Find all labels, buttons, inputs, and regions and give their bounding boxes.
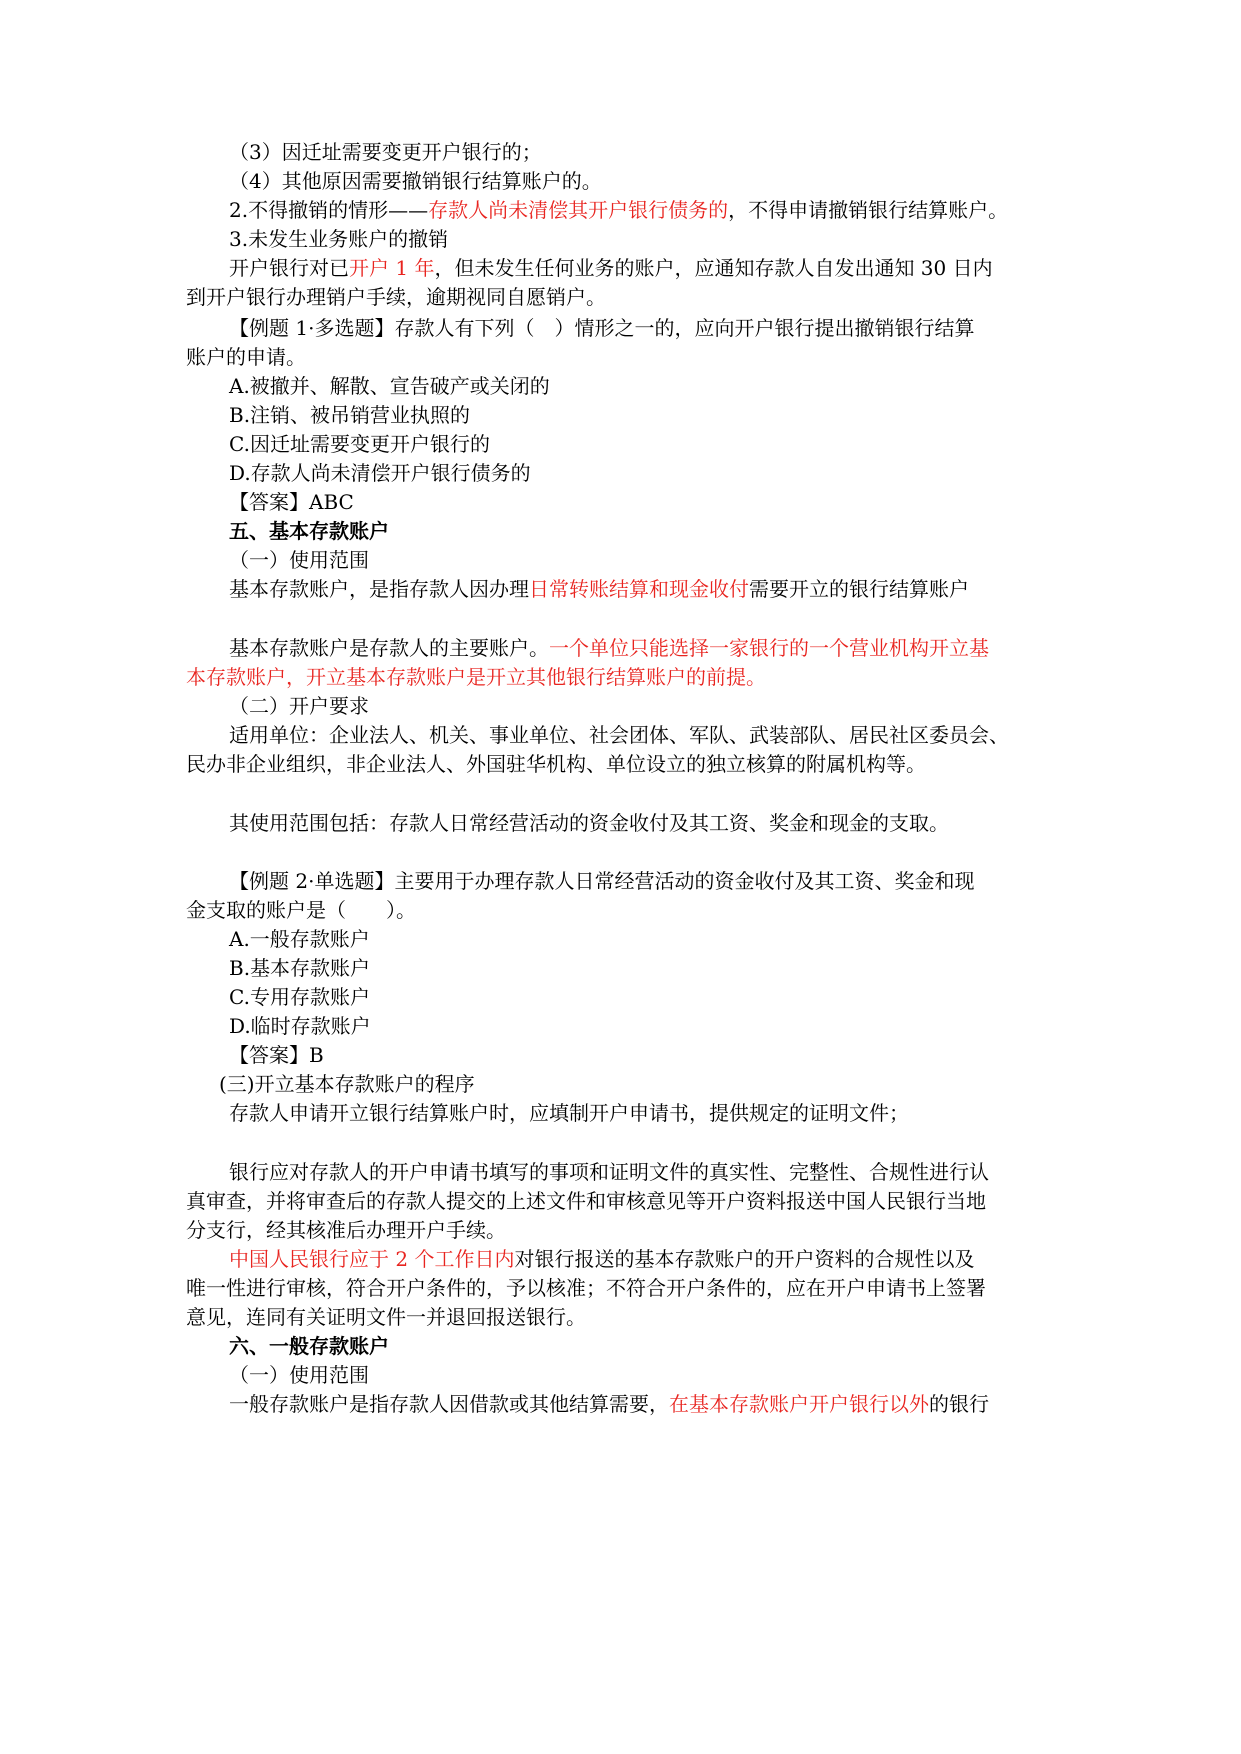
paragraph-application [229, 1098, 909, 1128]
line-text: C.专用存款账户 [229, 985, 370, 1009]
highlight-text: 一个单位只能选择一家银行的一个营业机构开立基 [549, 636, 989, 660]
line-text: D.存款人尚未清偿开户银行债务的 [229, 461, 531, 485]
subheading-opening-procedure [219, 1069, 475, 1099]
subheading-opening-requirements [229, 691, 369, 721]
example-1-answer [229, 487, 354, 517]
line-text: B.基本存款账户 [229, 956, 371, 980]
line-text: (三)开立基本存款账户的程序 [219, 1072, 475, 1096]
paragraph-eligible-units-cont [186, 749, 926, 779]
line-text: 一般存款账户是指存款人因借款或其他结算需要， [229, 1392, 669, 1416]
line-text: ，但未发生任何业务的账户，应通知存款人自发出通知 30 日内 [434, 256, 993, 280]
paragraph-bank-review-cont-2 [186, 1215, 506, 1245]
subheading-dormant-account [229, 224, 448, 254]
line-text: C.因迁址需要变更开户银行的 [229, 432, 490, 456]
highlight-text: 在基本存款账户开户银行以外 [669, 1392, 929, 1416]
line-text: 的银行 [929, 1392, 989, 1416]
line-text: 民办非企业组织，非企业法人、外国驻华机构、单位设立的独立核算的附属机构等。 [186, 752, 926, 776]
example-2-option-c [229, 982, 370, 1012]
line-text: 其使用范围包括：存款人日常经营活动的资金收付及其工资、奖金和现金的支取。 [229, 811, 949, 835]
list-item-relocation [229, 137, 542, 167]
line-text: 存款人申请开立银行结算账户时，应填制开户申请书，提供规定的证明文件； [229, 1101, 909, 1125]
paragraph-basic-main [229, 633, 989, 663]
example-1-question-cont [186, 342, 306, 372]
example-2-question-cont [186, 895, 416, 925]
example-2-option-d [229, 1011, 371, 1041]
paragraph-dormant-rule [229, 253, 993, 283]
paragraph-usage-scope [229, 808, 949, 838]
line-text: 唯一性进行审核，符合开户条件的，予以核准；不符合开户条件的，应在开户申请书上签署 [186, 1276, 986, 1300]
line-text: （4）其他原因需要撤销银行结算账户的。 [229, 169, 602, 193]
line-text: D.临时存款账户 [229, 1014, 371, 1038]
line-text: 3.未发生业务账户的撤销 [229, 227, 449, 251]
line-text: 银行应对存款人的开户申请书填写的事项和证明文件的真实性、完整性、合规性进行认 [229, 1160, 989, 1184]
line-text: 2.不得撤销的情形—— [229, 198, 429, 222]
line-text: 分支行，经其核准后办理开户手续。 [186, 1218, 506, 1242]
line-text: （一）使用范围 [229, 548, 369, 572]
paragraph-pboc-review [229, 1244, 974, 1274]
line-text: 意见，连同有关证明文件一并退回报送银行。 [186, 1305, 586, 1329]
paragraph-basic-main-cont [186, 662, 766, 692]
line-text: 【答案】ABC [229, 490, 354, 514]
line-text: 金支取的账户是（ ）。 [186, 898, 416, 922]
section-heading-basic-account [229, 516, 389, 546]
paragraph-basic-definition [229, 574, 969, 604]
example-1-option-a [229, 371, 550, 401]
line-text: 对银行报送的基本存款账户的开户资料的合规性以及 [514, 1247, 975, 1271]
line-text: 【例题 1·多选题】存款人有下列（ ）情形之一的，应向开户银行提出撤销银行结算 [229, 316, 975, 340]
line-text: （二）开户要求 [229, 694, 369, 718]
example-2-option-b [229, 953, 370, 983]
highlight-text: 本存款账户，开立基本存款账户是开立其他银行结算账户的前提。 [186, 665, 766, 689]
example-1-option-b [229, 400, 470, 430]
line-text: 到开户银行办理销户手续，逾期视同自愿销户。 [186, 285, 606, 309]
example-1-option-d [229, 458, 531, 488]
heading-text: 五、基本存款账户 [229, 519, 389, 543]
subheading-general-scope [229, 1360, 369, 1390]
line-text: A.被撤并、解散、宣告破产或关闭的 [229, 374, 550, 398]
line-text: （3）因迁址需要变更开户银行的； [229, 140, 542, 164]
list-item-other-reasons [229, 166, 602, 196]
line-text: 真审查，并将审查后的存款人提交的上述文件和审核意见等开户资料报送中国人民银行当地 [186, 1189, 986, 1213]
example-1-question [229, 313, 974, 343]
highlight-text: 中国人民银行应于 2 个工作日内 [229, 1247, 515, 1271]
line-text: B.注销、被吊销营业执照的 [229, 403, 471, 427]
line-text: 账户的申请。 [186, 345, 306, 369]
line-text: 开户银行对已 [229, 256, 349, 280]
line-text: 【例题 2·单选题】主要用于办理存款人日常经营活动的资金收付及其工资、奖金和现 [229, 869, 975, 893]
example-1-option-c [229, 429, 490, 459]
line-text: （一）使用范围 [229, 1363, 369, 1387]
highlight-text: 存款人尚未清偿其开户银行债务的 [428, 198, 729, 222]
line-text: 适用单位：企业法人、机关、事业单位、社会团体、军队、武装部队、居民社区委员会、 [229, 723, 1009, 747]
highlight-text: 开户 1 年 [349, 256, 435, 280]
paragraph-dormant-rule-cont [186, 282, 606, 312]
line-text: 基本存款账户，是指存款人因办理 [229, 577, 529, 601]
paragraph-eligible-units [229, 720, 1009, 750]
example-2-option-a [229, 924, 370, 954]
paragraph-pboc-review-cont-1 [186, 1273, 986, 1303]
highlight-text: 日常转账结算和现金收付 [529, 577, 749, 601]
heading-text: 六、一般存款账户 [229, 1334, 389, 1358]
paragraph-general-definition [229, 1389, 989, 1419]
line-text: 基本存款账户是存款人的主要账户。 [229, 636, 549, 660]
paragraph-bank-review-cont-1 [186, 1186, 986, 1216]
section-heading-general-account [229, 1331, 389, 1361]
line-text: 【答案】B [229, 1043, 324, 1067]
paragraph-no-close-case [229, 195, 1008, 225]
subheading-scope [229, 545, 369, 575]
line-text: A.一般存款账户 [229, 927, 370, 951]
line-text: 需要开立的银行结算账户 [749, 577, 969, 601]
line-text: ，不得申请撤销银行结算账户。 [728, 198, 1009, 222]
paragraph-bank-review [229, 1157, 989, 1187]
example-2-question [229, 866, 974, 896]
paragraph-pboc-review-cont-2 [186, 1302, 586, 1332]
example-2-answer [229, 1040, 324, 1070]
